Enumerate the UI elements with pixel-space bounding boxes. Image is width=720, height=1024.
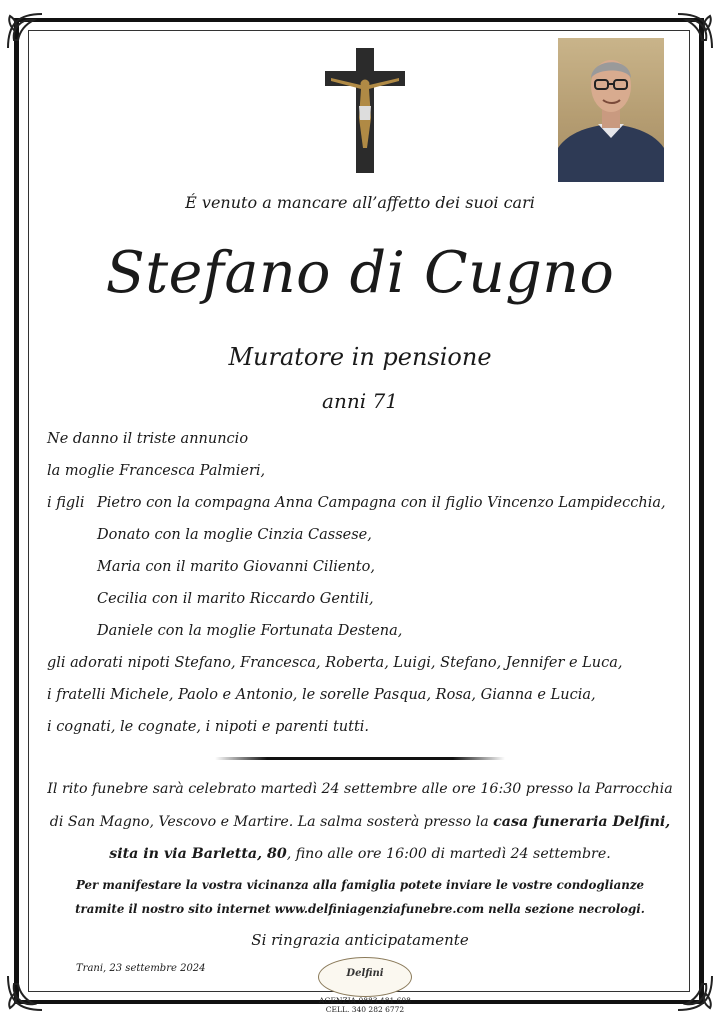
- thanks-text: Si ringrazia anticipatamente: [251, 931, 469, 949]
- family-line-text: Pietro con la compagna Anna Campagna con il figlio Vincenzo Lampidecchia,: [97, 495, 666, 511]
- agency-phone: AGENZIA 0883 481 608: [319, 996, 411, 1005]
- corner-ornament-icon: [4, 10, 46, 52]
- family-line: la moglie Francesca Palmieri,: [47, 463, 266, 479]
- rite-text: di San Magno, Vescovo e Martire. La salma sosterà presso la: [49, 814, 494, 830]
- corner-ornament-icon: [4, 972, 46, 1014]
- rite-line: [30, 846, 690, 862]
- age: anni 71: [322, 389, 398, 413]
- agency-logo-text: Delfini: [346, 968, 384, 979]
- family-line: [47, 493, 687, 525]
- family-line: i fratelli Michele, Paolo e Antonio, le sorelle Pasqua, Rosa, Gianna e Lucia,: [47, 687, 596, 703]
- crucifix-icon: [325, 48, 405, 173]
- agency-logo: [318, 957, 412, 997]
- intro-text: É venuto a mancare all’affetto dei suoi cari: [185, 193, 535, 212]
- family-line: gli adorati nipoti Stefano, Francesca, Roberta, Luigi, Stefano, Jennifer e Luca,: [47, 655, 623, 671]
- family-line: Maria con il marito Giovanni Ciliento,: [97, 559, 375, 575]
- rite-line: Il rito funebre sarà celebrato martedì 24 settembre alle ore 16:30 presso la Parrocchia: [47, 781, 673, 797]
- place-date: Trani, 23 settembre 2024: [76, 963, 206, 974]
- rite-text: , fino alle ore 16:00 di martedì 24 settembre.: [286, 846, 611, 862]
- funeral-home-address: sita in via Barletta, 80: [109, 846, 287, 862]
- family-list: [47, 429, 687, 749]
- figli-label: i figli: [47, 495, 85, 511]
- rite-line: [30, 814, 690, 830]
- funeral-home: casa funeraria Delfini,: [493, 814, 671, 830]
- deceased-photo: [558, 38, 664, 182]
- condolences-line: tramite il nostro sito internet www.delfiniagenziafunebre.com nella sezione necrologi.: [75, 902, 645, 916]
- agency-cell: CELL. 340 282 6772: [325, 1005, 405, 1014]
- deceased-name: Stefano di Cugno: [105, 240, 615, 306]
- condolences-line: Per manifestare la vostra vicinanza alla famiglia potete inviare le vostre condoglianze: [75, 878, 645, 892]
- family-line: Daniele con la moglie Fortunata Destena,: [97, 623, 403, 639]
- family-line: Cecilia con il marito Riccardo Gentili,: [97, 591, 374, 607]
- family-line: i cognati, le cognate, i nipoti e parenti tutti.: [47, 719, 370, 735]
- corner-ornament-icon: [674, 972, 716, 1014]
- divider: [215, 757, 505, 760]
- family-line: Ne danno il triste annuncio: [47, 431, 249, 447]
- family-line: Donato con la moglie Cinzia Cassese,: [97, 527, 372, 543]
- corner-ornament-icon: [674, 10, 716, 52]
- profession: Muratore in pensione: [228, 343, 492, 371]
